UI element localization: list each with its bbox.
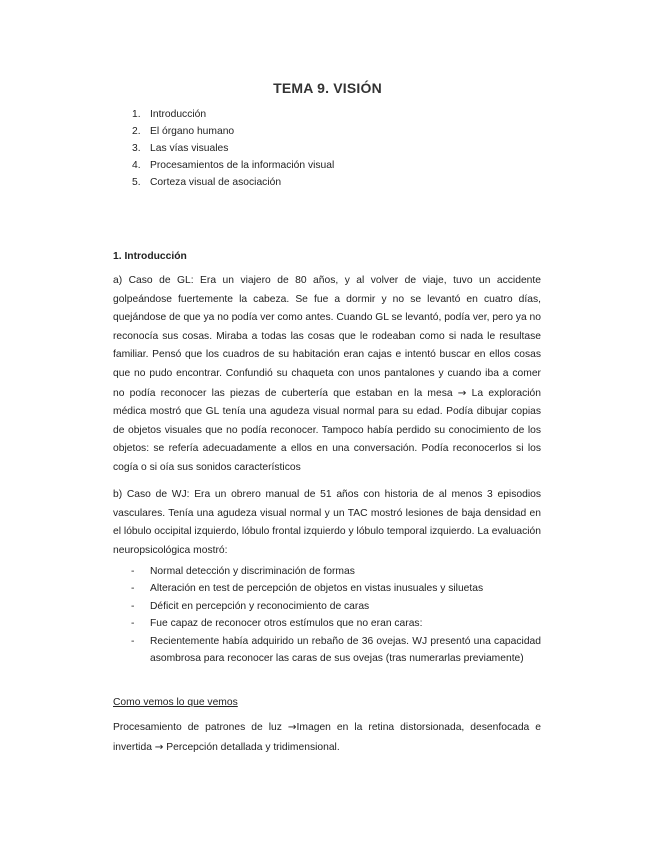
toc-number: 4. [132,160,141,172]
bullet-dash: - [131,600,135,612]
case-gl-text-part2: La exploración médica mostró que GL tenía una agudeza visual normal para su edad. Podía dibujar copias de objetos visuales que no podía reconocer. Tampoco había perdido su conocimiento de los objetos: se refería adecuadamente a ellos en una conversación. Podía reconocerlos si los cogía o si oía sus sonidos característicos [113,387,541,473]
processing-text-part1: Procesamiento de patrones de luz [113,722,288,733]
list-item [131,580,541,597]
toc-item [132,174,334,191]
list-item [131,598,541,615]
toc-item [132,123,334,140]
processing-paragraph [113,718,541,757]
processing-text-part2: Imagen en la retina distorsionada, desenfocada e invertida [113,722,542,753]
list-item-text: Recientemente había adquirido un rebaño de 36 ovejas. WJ presentó una capacidad asombrosa para reconocer las caras de sus ovejas (tras numerarlas previamente) [150,635,541,665]
toc-number: 5. [132,177,141,189]
processing-text-part3: Percepción detallada y tridimensional. [163,741,340,753]
bullet-dash: - [131,635,135,647]
toc-label: El órgano humano [150,126,235,138]
list-item-text: Fue capaz de reconocer otros estímulos que no eran caras: [150,618,423,630]
section-heading: 1. Introducción [113,251,187,262]
bullet-dash: - [131,583,135,595]
arrow-icon: → [287,721,297,733]
list-item [131,615,541,632]
list-item-text: Alteración en test de percepción de objetos en vistas inusuales y siluetas [150,583,484,595]
toc-item [132,157,334,174]
toc-label: Las vías visuales [150,143,229,155]
findings-list [131,563,541,667]
bullet-dash: - [131,566,135,577]
page-title: TEMA 9. VISIÓN [273,80,382,96]
toc-item [132,140,334,157]
toc-number: 1. [132,109,141,120]
list-item [131,563,541,580]
toc-number: 3. [132,143,141,155]
toc-label: Introducción [150,109,207,120]
toc-number: 2. [132,126,141,138]
arrow-icon: → [457,386,467,399]
list-item-text: Déficit en percepción y reconocimiento de caras [150,600,370,612]
list-item-text: Normal detección y discriminación de formas [150,566,355,577]
subheading: Como vemos lo que vemos [113,697,238,708]
toc-item [132,106,334,123]
table-of-contents [132,106,334,191]
case-gl-paragraph [113,272,541,478]
toc-label: Corteza visual de asociación [150,177,282,189]
case-gl-text-part1: a) Caso de GL: Era un viajero de 80 años, y al volver de viaje, tuvo un accidente golpeándose fuertemente la cabeza. Se fue a dormir y no se levantó en cuatro días, quejándose de que ya no podía ver como antes. Cuando GL se levantó, podía ver, pero ya no reconocía sus cosas. Miraba a todas las cosas que le rodeaban como si nada le resultase familiar. Pensó que los cuadros de su habitación eran cajas e intentó buscar en ellos cosas que no pudo encontrar. Confundió su chaqueta con unos pantalones y cuando iba a comer no podía reconocer las piezas de cubertería que estaban en la mesa [113,275,541,399]
list-item [131,633,541,668]
case-wj-paragraph: b) Caso de WJ: Era un obrero manual de 51 años con historia de al menos 3 episodios vasculares. Tenía una agudeza visual normal y un TAC mostró lesiones de baja densidad en el lóbulo occipital izquierdo, lóbulo frontal izquierdo y lóbulo temporal izquierdo. La evaluación neuropsicológica mostró: [113,489,541,556]
bullet-dash: - [131,618,135,630]
arrow-icon: → [154,740,164,753]
toc-label: Procesamientos de la información visual [150,160,335,172]
